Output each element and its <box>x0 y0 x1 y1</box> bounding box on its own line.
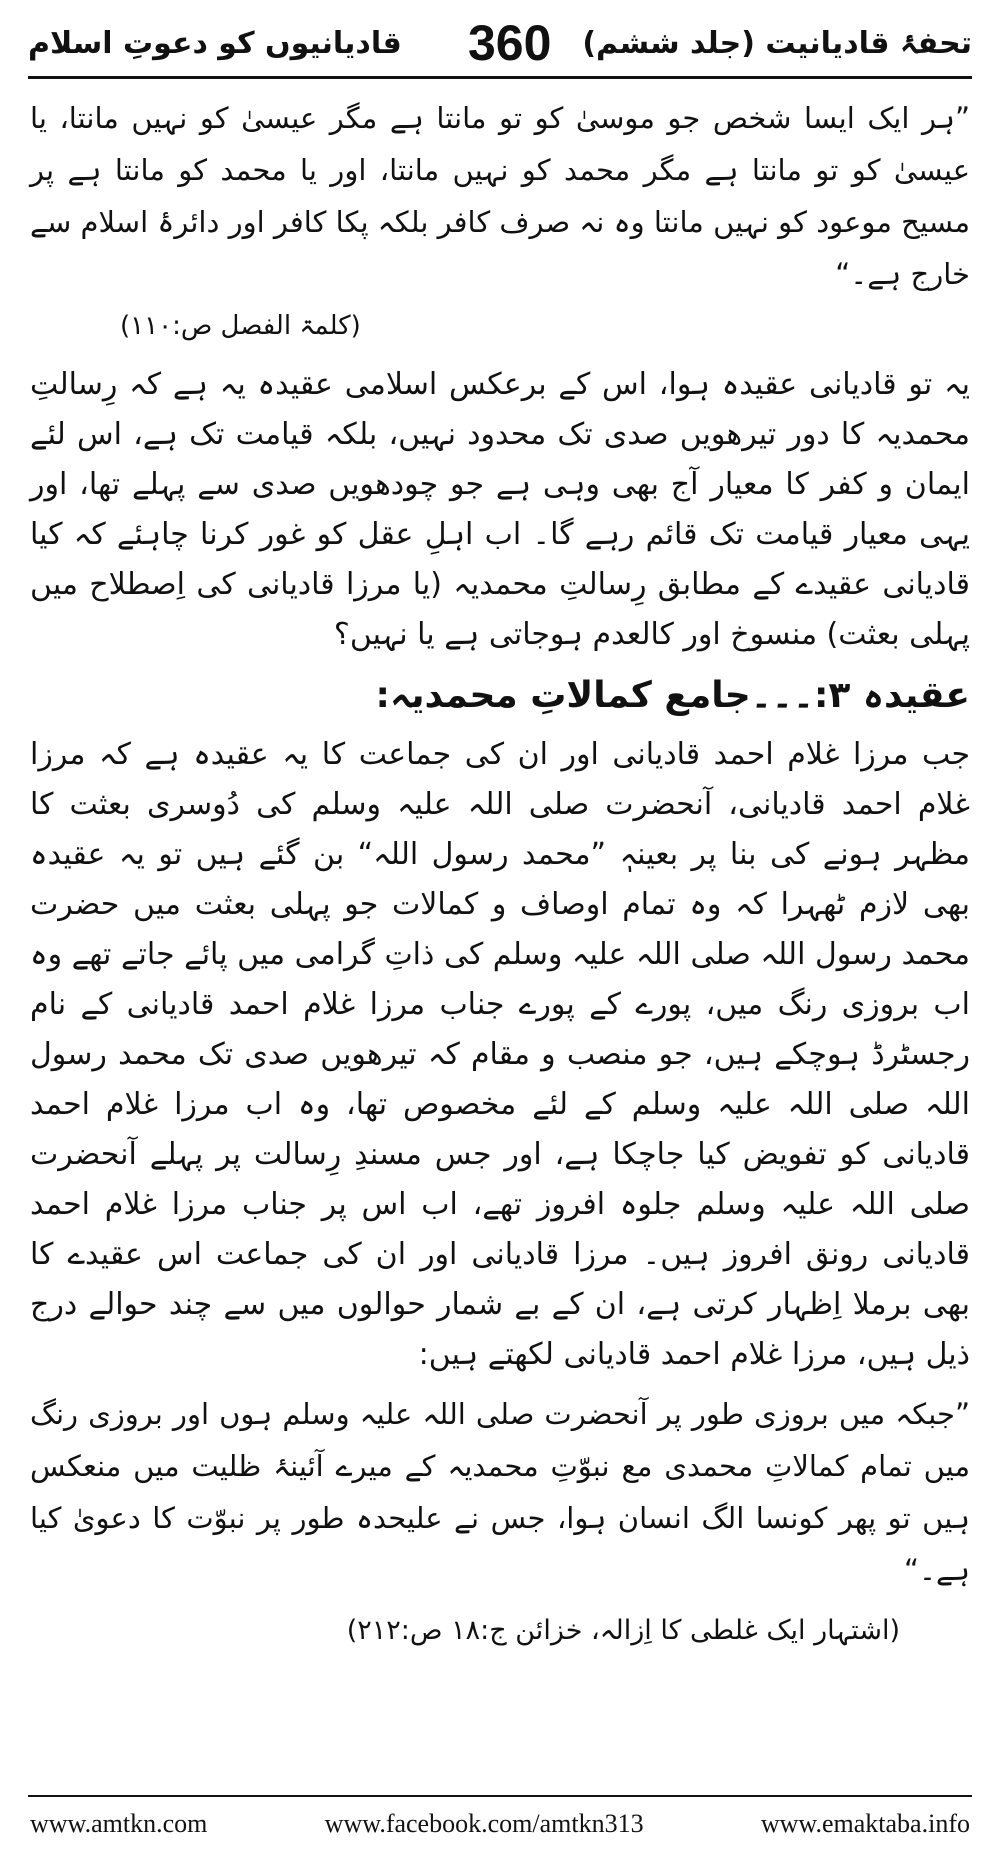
section-title: قادیانیوں کو دعوتِ اسلام <box>28 26 402 61</box>
quote-1-text: ”ہر ایک ایسا شخص جو موسیٰ کو تو مانتا ہے مگر عیسیٰ کو نہیں مانتا، یا عیسیٰ کو تو مانتا ہے مگر محمد کو نہیں مانتا، اور یا محمد کو مانتا ہے پر مسیح موعود کو نہیں مانتا وہ نہ صرف کافر بلکہ پکا کافر اور دائرۂ اسلام سے خارج ہے۔“ <box>30 101 970 291</box>
book-title: تحفۂ قادیانیت (جلد ششم) <box>582 26 972 61</box>
header-rule <box>28 76 972 79</box>
quote-block-2 <box>30 1388 970 1596</box>
section-heading: عقیدہ ۳:۔۔۔جامع کمالاتِ محمدیہ: <box>375 675 970 716</box>
page-number: 360 <box>468 15 552 71</box>
quote-2-citation: (اشتہار ایک غلطی کا اِزالہ، خزائن ج:۱۸ ص:۲۱۲) <box>346 1615 900 1646</box>
quote-2-text: ”جبکہ میں بروزی طور پر آنحضرت صلی اللہ علیہ وسلم ہوں اور بروزی رنگ میں تمام کمالاتِ محمدی مع نبوّتِ محمدیہ کے میرے آئینۂ ظلیت میں منعکس ہیں تو پھر کونسا الگ انسان ہوا، جس نے علیحدہ طور پر نبوّت کا دعویٰ کیا ہے۔“ <box>30 1397 970 1587</box>
page-footer <box>30 1806 970 1842</box>
quote-1-citation: (کلمۃ الفصل ص:۱۱۰) <box>120 311 361 341</box>
footer-link-emaktaba[interactable]: www.emaktaba.info <box>760 1809 970 1838</box>
page-body <box>30 92 970 1750</box>
quote-block-1 <box>30 92 970 352</box>
footer-link-facebook[interactable]: www.facebook.com/amtkn313 <box>324 1809 644 1838</box>
footer-link-amtkn[interactable]: www.amtkn.com <box>30 1809 208 1838</box>
paragraph-2: جب مرزا غلام احمد قادیانی اور ان کی جماعت کا یہ عقیدہ ہے کہ مرزا غلام احمد قادیانی، آنحضرت صلی اللہ علیہ وسلم کی دُوسری بعثت کا مظہر ہونے کی بنا پر بعینہٖ ”محمد رسول اللہ“ بن گئے ہیں تو یہ عقیدہ بھی لازم ٹھہرا کہ وہ تمام اوصاف و کمالات جو پہلی بعثت میں حضرت محمد رسول اللہ صلی اللہ علیہ وسلم کی ذاتِ گرامی میں پائے جاتے تھے وہ اب بروزی رنگ میں، پورے کے پورے جناب مرزا غلام احمد قادیانی کے نام رجسٹرڈ ہوچکے ہیں، جو منصب و مقام کہ تیرھویں صدی تک محمد رسول اللہ صلی اللہ علیہ وسلم کے لئے مخصوص تھا، وہ اب مرزا غلام احمد قادیانی کو تفویض کیا جاچکا ہے، اور جس مسندِ رِسالت پر پہلے آنحضرت صلی اللہ علیہ وسلم جلوہ افروز تھے، اب اس پر جناب مرزا غلام احمد قادیانی رونق افروز ہیں۔ مرزا قادیانی اور ان کی جماعت اس عقیدے کا بھی برملا اِظہار کرتی ہے، ان کے بے شمار حوالوں میں سے چند حوالے درج ذیل ہیں، مرزا غلام احمد قادیانی لکھتے ہیں: <box>30 737 971 1372</box>
paragraph-1: یہ تو قادیانی عقیدہ ہوا، اس کے برعکس اسلامی عقیدہ یہ ہے کہ رِسالتِ محمدیہ کا دور تیرھویں صدی تک محدود نہیں، بلکہ قیامت تک ہے، اس لئے ایمان و کفر کا معیار آج بھی وہی ہے جو چودھویں صدی سے پہلے تھا، اور یہی معیار قیامت تک قائم رہے گا۔ اب اہلِ عقل کو غور کرنا چاہئے کہ کیا قادیانی عقیدے کے مطابق رِسالتِ محمدیہ (یا مرزا قادیانی کی اِصطلاح میں پہلی بعثت) منسوخ اور کالعدم ہوجاتی ہے یا نہیں؟ <box>30 367 970 652</box>
footer-rule <box>28 1795 972 1797</box>
page-header <box>28 12 972 74</box>
